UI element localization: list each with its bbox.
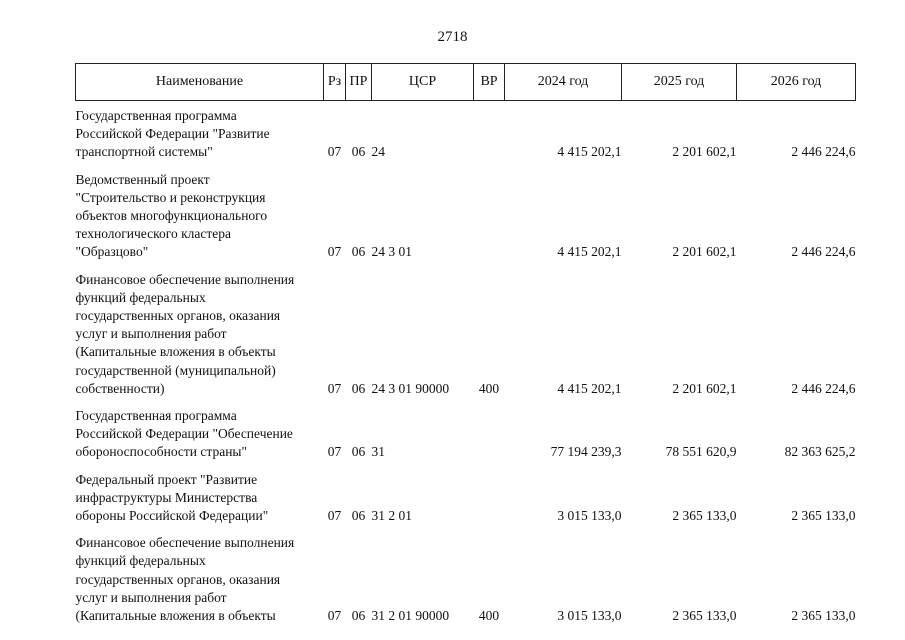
- row-2024: 77 194 239,3: [550, 444, 622, 460]
- row-name-line: государственной (муниципальной): [75, 362, 276, 378]
- row-csr: 31 2 01: [371, 508, 412, 524]
- row-name-line: Финансовое обеспечение выполнения: [75, 535, 295, 551]
- table-row: [76, 401, 856, 465]
- row-name-line: Государственная программа: [75, 408, 237, 424]
- row-name-line: Российской Федерации "Обеспечение: [75, 426, 293, 442]
- row-2024: 4 415 202,1: [557, 380, 622, 396]
- row-name-line: Российской Федерации "Развитие: [75, 126, 270, 142]
- header-vr: ВР: [474, 64, 505, 101]
- row-rz: 07: [327, 380, 342, 396]
- header-rz: Рз: [324, 64, 346, 101]
- row-name-line: Ведомственный проект: [75, 171, 210, 187]
- row-name-line: объектов многофункционального: [75, 208, 268, 224]
- row-name-line: Финансовое обеспечение выполнения: [75, 271, 295, 287]
- header-2026: 2026 год: [737, 64, 856, 101]
- header-csr: ЦСР: [372, 64, 474, 101]
- row-2026: 2 365 133,0: [791, 508, 856, 524]
- row-2025: 2 201 602,1: [672, 244, 737, 260]
- row-name-line: услуг и выполнения работ: [75, 589, 227, 605]
- row-2026: 2 446 224,6: [791, 380, 856, 396]
- row-name-line: обороноспособности страны": [75, 444, 247, 460]
- row-2026: 2 446 224,6: [791, 144, 856, 160]
- row-name: [76, 265, 324, 401]
- row-csr: 24: [371, 144, 385, 160]
- row-name-line: "Образцово": [75, 244, 149, 260]
- row-name: [76, 528, 324, 628]
- row-name-line: (Капитальные вложения в объекты: [75, 608, 276, 624]
- row-name-line: функций федеральных: [75, 553, 206, 569]
- row-pr: 06: [351, 608, 366, 624]
- row-name-line: обороны Российской Федерации": [75, 508, 269, 524]
- row-name: [76, 101, 324, 165]
- page-number: 2718: [437, 29, 468, 45]
- table-row: [76, 528, 856, 628]
- table-row: [76, 465, 856, 529]
- row-pr: 06: [351, 144, 366, 160]
- row-name-line: "Строительство и реконструкция: [75, 189, 266, 205]
- header-2024: 2024 год: [505, 64, 622, 101]
- row-name-line: собственности): [75, 380, 165, 396]
- row-2024: 4 415 202,1: [557, 244, 622, 260]
- row-rz: 07: [327, 244, 342, 260]
- row-name-line: Государственная программа: [75, 108, 237, 123]
- row-name-line: функций федеральных: [75, 289, 206, 305]
- row-name: [76, 465, 324, 529]
- header-2025: 2025 год: [622, 64, 737, 101]
- row-rz: 07: [327, 444, 342, 460]
- row-2025: 2 365 133,0: [672, 508, 737, 524]
- row-2025: 2 365 133,0: [672, 608, 737, 624]
- row-csr: 31 2 01 90000: [371, 608, 450, 624]
- row-rz: 07: [327, 608, 342, 624]
- row-csr: 24 3 01: [371, 244, 412, 260]
- row-name-line: технологического кластера: [75, 226, 231, 242]
- table-row: [76, 265, 856, 401]
- row-pr: 06: [351, 244, 366, 260]
- row-pr: 06: [351, 380, 366, 396]
- row-2025: 78 551 620,9: [665, 444, 737, 460]
- row-2026: 2 446 224,6: [791, 244, 856, 260]
- row-name-line: государственных органов, оказания: [75, 571, 281, 587]
- row-2025: 2 201 602,1: [672, 380, 737, 396]
- row-vr: [474, 465, 505, 529]
- budget-table: [75, 63, 856, 628]
- row-vr: [474, 401, 505, 465]
- row-csr: 31: [371, 444, 385, 460]
- row-name-line: услуг и выполнения работ: [75, 326, 227, 342]
- row-name-line: инфраструктуры Министерства: [75, 489, 258, 505]
- row-name-line: транспортной системы": [75, 144, 213, 160]
- row-name: [76, 401, 324, 465]
- row-2026: 2 365 133,0: [791, 608, 856, 624]
- row-csr: 24 3 01 90000: [371, 380, 450, 396]
- row-2024: 3 015 133,0: [557, 608, 622, 624]
- row-vr: [474, 165, 505, 265]
- row-pr: 06: [351, 508, 366, 524]
- row-2024: 3 015 133,0: [557, 508, 622, 524]
- row-2024: 4 415 202,1: [557, 144, 622, 160]
- row-rz: 07: [327, 144, 342, 160]
- header-pr: ПР: [346, 64, 372, 101]
- row-name-line: (Капитальные вложения в объекты: [75, 344, 276, 360]
- row-vr: [474, 101, 505, 165]
- row-2026: 82 363 625,2: [784, 444, 856, 460]
- row-vr: 400: [478, 380, 500, 396]
- header-row: [76, 64, 856, 101]
- table-row: [76, 101, 856, 165]
- row-name-line: государственных органов, оказания: [75, 308, 281, 324]
- row-vr: 400: [478, 608, 500, 624]
- row-name-line: Федеральный проект "Развитие: [75, 471, 258, 487]
- header-name: Наименование: [76, 64, 324, 101]
- row-rz: 07: [327, 508, 342, 524]
- row-name: [76, 165, 324, 265]
- row-2025: 2 201 602,1: [672, 144, 737, 160]
- table-row: [76, 165, 856, 265]
- row-pr: 06: [351, 444, 366, 460]
